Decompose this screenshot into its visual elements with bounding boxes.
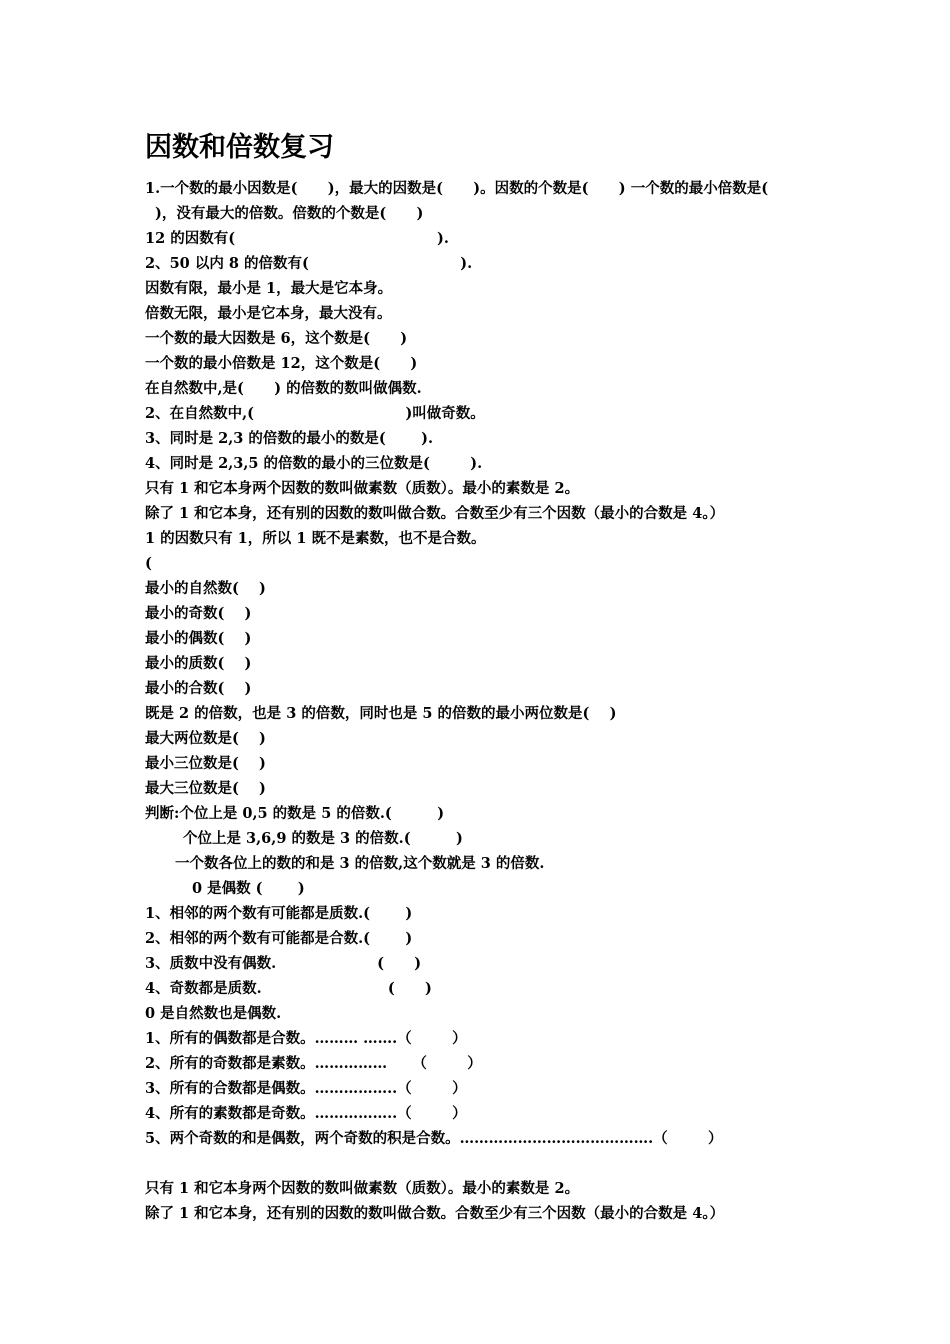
text-line: 一个数的最小倍数是 12，这个数是( ) — [145, 355, 418, 372]
text-line: 判断:个位上是 0,5 的数是 5 的倍数.( ) — [145, 805, 445, 822]
text-line: 只有 1 和它本身两个因数的数叫做素数（质数）。最小的素数是 2。 — [145, 480, 580, 497]
text-line: 倍数无限，最小是它本身，最大没有。 — [145, 305, 392, 322]
text-line: 因数有限，最小是 1，最大是它本身。 — [145, 280, 393, 297]
text-line: ( — [145, 555, 152, 572]
text-line: 2、相邻的两个数有可能都是合数.( ) — [145, 930, 413, 947]
blank-line — [145, 1151, 825, 1176]
text-line: 一个数的最大因数是 6，这个数是( ) — [145, 330, 408, 347]
text-line: 4、奇数都是质数. ( ) — [145, 980, 432, 997]
text-line: 最小的自然数( ) — [145, 580, 266, 597]
text-line: 2、50 以内 8 的倍数有( ). — [145, 255, 473, 272]
text-line: 一个数各位上的数的和是 3 的倍数,这个数就是 3 的倍数. — [175, 855, 545, 872]
text-line: 最小的奇数( ) — [145, 605, 252, 622]
text-line: 3、所有的合数都是偶数。……………..（ ） — [145, 1080, 467, 1097]
text-line: 最大两位数是( ) — [145, 730, 266, 747]
text-line: 最小的偶数( ) — [145, 630, 252, 647]
text-line: 个位上是 3,6,9 的数是 3 的倍数.( ) — [183, 830, 463, 847]
text-line: 4、所有的素数都是奇数。……………..（ ） — [145, 1105, 467, 1122]
text-line: 2、所有的奇数都是素数。…………… （ ） — [145, 1055, 482, 1072]
text-line: 最大三位数是( ) — [145, 780, 266, 797]
text-line: 最小的合数( ) — [145, 680, 252, 697]
text-line: )，没有最大的倍数。倍数的个数是( ) — [150, 205, 424, 222]
text-line: 4、同时是 2,3,5 的倍数的最小的三位数是( ). — [145, 455, 483, 472]
text-line: 2、在自然数中,( )叫做奇数。 — [145, 405, 485, 422]
text-line: 1、相邻的两个数有可能都是质数.( ) — [145, 905, 413, 922]
text-line: 在自然数中,是( ) 的倍数的数叫做偶数. — [145, 380, 422, 397]
text-line: 3、同时是 2,3 的倍数的最小的数是( ). — [145, 430, 434, 447]
text-line: 1 的因数只有 1，所以 1 既不是素数，也不是合数。 — [145, 530, 486, 547]
text-line: 5、两个奇数的和是偶数，两个奇数的积是合数。………………………………….（ ） — [145, 1130, 723, 1147]
text-line: 12 的因数有( ). — [145, 230, 449, 247]
text-line: 除了 1 和它本身，还有别的因数的数叫做合数。合数至少有三个因数（最小的合数是 4。） — [145, 1205, 725, 1222]
document-title: 因数和倍数复习 — [145, 132, 334, 163]
text-line: 1、所有的偶数都是合数。……… …….（ ） — [145, 1030, 467, 1047]
text-line: 3、质数中没有偶数. ( ) — [145, 955, 422, 972]
text-line: 1.一个数的最小因数是( )，最大的因数是( )。因数的个数是( ) 一个数的最小倍数是( — [145, 180, 769, 197]
text-line: 0 是偶数 ( ) — [192, 880, 305, 897]
text-line: 最小三位数是( ) — [145, 755, 266, 772]
text-line: 最小的质数( ) — [145, 655, 252, 672]
text-line: 只有 1 和它本身两个因数的数叫做素数（质数）。最小的素数是 2。 — [145, 1180, 580, 1197]
text-line: 除了 1 和它本身，还有别的因数的数叫做合数。合数至少有三个因数（最小的合数是 4。） — [145, 505, 725, 522]
document-body — [145, 176, 825, 1226]
text-line: 0 是自然数也是偶数. — [145, 1005, 282, 1022]
text-line: 既是 2 的倍数，也是 3 的倍数，同时也是 5 的倍数的最小两位数是( ) — [145, 705, 617, 722]
